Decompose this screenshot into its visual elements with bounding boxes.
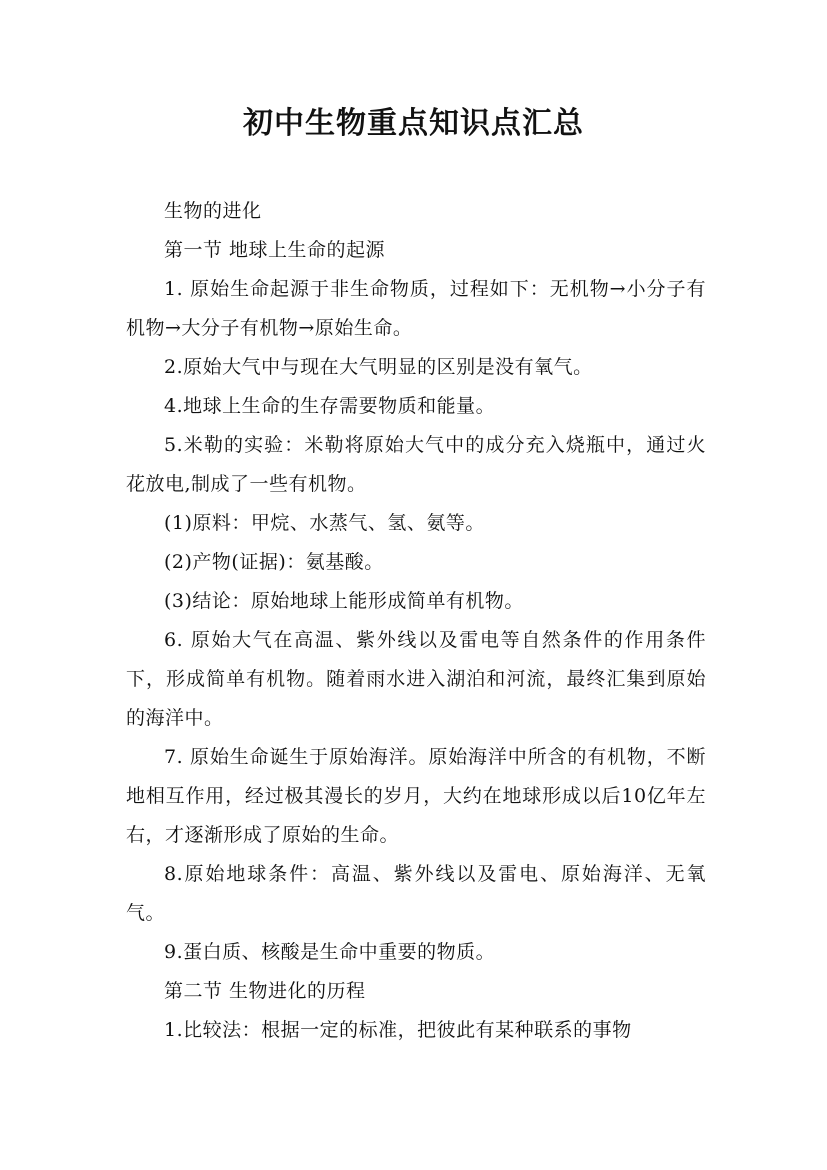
paragraph: 1. 原始生命起源于非生命物质，过程如下：无机物→小分子有机物→大分子有机物→原始生命。 — [126, 278, 706, 339]
paragraph: (1)原料：甲烷、水蒸气、氢、氨等。 — [164, 512, 485, 534]
paragraph: 8.原始地球条件：高温、紫外线以及雷电、原始海洋、无氧气。 — [126, 863, 706, 924]
paragraph: 4.地球上生命的生存需要物质和能量。 — [164, 395, 496, 417]
document-title: 初中生物重点知识点汇总 — [243, 106, 584, 141]
paragraph: 9.蛋白质、核酸是生命中重要的物质。 — [164, 941, 496, 963]
paragraph: 2.原始大气中与现在大气明显的区别是没有氧气。 — [164, 356, 593, 378]
document-body — [126, 192, 706, 1050]
section-heading-1: 第一节 地球上生命的起源 — [164, 239, 386, 261]
paragraph: 7. 原始生命诞生于原始海洋。原始海洋中所含的有机物，不断地相互作用，经过极其漫长的岁月，大约在地球形成以后10亿年左右，才逐渐形成了原始的生命。 — [126, 746, 706, 846]
paragraph: 1.比较法：根据一定的标准，把彼此有某种联系的事物 — [164, 1019, 632, 1041]
paragraph: (2)产物(证据)：氨基酸。 — [164, 551, 384, 573]
paragraph: (3)结论：原始地球上能形成简单有机物。 — [164, 590, 524, 612]
section-heading-2: 第二节 生物进化的历程 — [164, 980, 366, 1002]
chapter-heading: 生物的进化 — [164, 200, 262, 222]
paragraph: 5.米勒的实验：米勒将原始大气中的成分充入烧瓶中，通过火花放电,制成了一些有机物。 — [126, 434, 706, 495]
paragraph: 6. 原始大气在高温、紫外线以及雷电等自然条件的作用条件下，形成简单有机物。随着雨水进入湖泊和河流，最终汇集到原始的海洋中。 — [126, 629, 706, 729]
